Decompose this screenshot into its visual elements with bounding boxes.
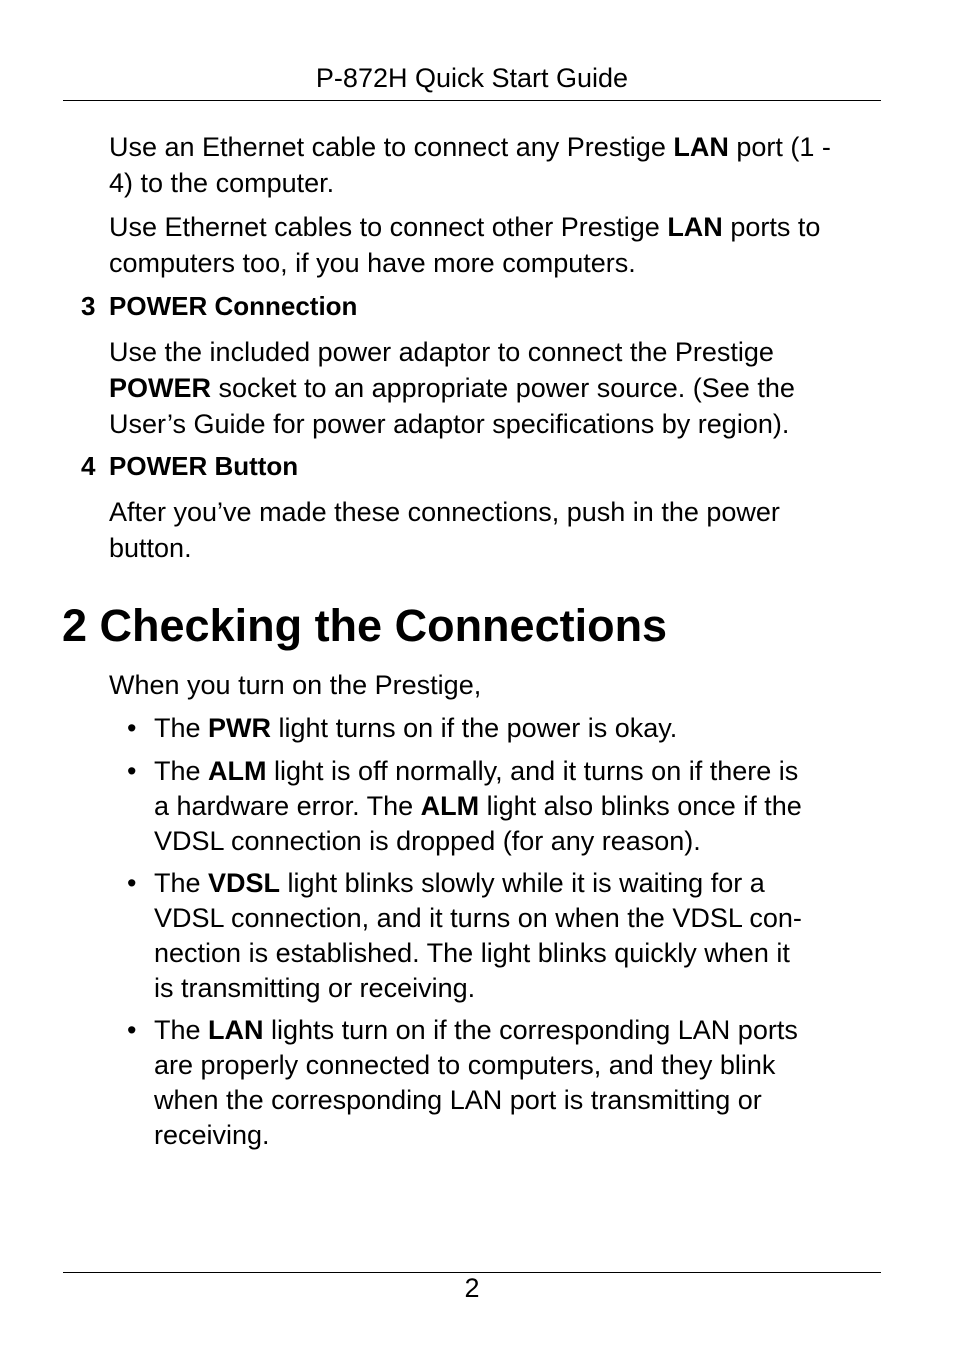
intro-p2-text-a: Use Ethernet cables to connect other Prestige [109,212,668,242]
bullet-2-line2-pre: a hardware error. The [154,791,421,821]
bullet-marker-3: • [127,868,137,898]
step-4-title: POWER Button [109,451,299,481]
bullet-item-vdsl [154,866,894,1006]
bullet-1-post: light turns on if the power is okay. [271,713,678,743]
bullet-3-line3: nection is established. The light blinks quickly when it [154,938,790,968]
bullet-2-pre: The [154,756,209,786]
bullet-1-bold: PWR [208,713,272,743]
intro-p2-line2: computers too, if you have more computers. [109,248,636,278]
bullet-item-pwr [154,711,894,746]
intro-paragraph-1 [109,129,889,201]
bullet-item-lan [154,1013,894,1153]
bullet-item-alm [154,754,894,859]
step-3-line2: socket to an appropriate power source. (See the [211,373,795,403]
step-3-power-bold: POWER [109,373,212,403]
bullet-2-bold: ALM [208,756,267,786]
page-header-title: P-872H Quick Start Guide [315,63,629,93]
bullet-marker-2: • [127,756,137,786]
bullet-4-post: lights turn on if the corresponding LAN ports [263,1015,798,1045]
step-3-title: POWER Connection [109,291,358,321]
intro-p1-line2: 4) to the computer. [109,168,335,198]
intro-p1-lan: LAN [673,132,729,162]
bullet-4-line2: are properly connected to computers, and they blink [154,1050,776,1080]
bullet-4-line4: receiving. [154,1120,270,1150]
bullet-2-line2-bold: ALM [420,791,480,821]
section-heading: 2 Checking the Connections [62,600,668,651]
bullet-3-bold: VDSL [208,868,281,898]
step-4-line2: button. [109,533,192,563]
step-3-number: 3 [81,291,96,321]
step-4-line1: After you’ve made these connections, push in the power [109,497,780,527]
step-4-body [109,494,889,566]
step-3-line3: User’s Guide for power adaptor specifications by region). [109,409,790,439]
section-lead: When you turn on the Prestige, [109,670,482,700]
header-divider [63,100,881,101]
intro-p1-text-c: port (1 - [728,132,831,162]
bullet-3-line2: VDSL connection, and it turns on when the VDSL con- [154,903,802,933]
bullet-4-line3: when the corresponding LAN port is transmitting or [154,1085,762,1115]
page-number: 2 [464,1273,480,1303]
step-3-body [109,334,889,442]
bullet-3-pre: The [154,868,209,898]
bullet-marker-1: • [127,713,137,743]
bullet-2-post: light is off normally, and it turns on if there is [266,756,799,786]
bullet-2-line3: VDSL connection is dropped (for any reason). [154,826,701,856]
step-3-line1: Use the included power adaptor to connect the Prestige [109,337,774,367]
bullet-3-post: light blinks slowly while it is waiting for a [280,868,765,898]
step-4-number: 4 [81,451,96,481]
intro-p2-lan: LAN [667,212,723,242]
bullet-4-pre: The [154,1015,209,1045]
intro-paragraph-2 [109,209,889,281]
bullet-marker-4: • [127,1015,137,1045]
intro-p2-text-c: ports to [722,212,821,242]
bullet-2-line2-post: light also blinks once if the [479,791,802,821]
bullet-3-line4: is transmitting or receiving. [154,973,476,1003]
bullet-1-pre: The [154,713,209,743]
bullet-4-bold: LAN [208,1015,264,1045]
intro-p1-text-a: Use an Ethernet cable to connect any Prestige [109,132,674,162]
